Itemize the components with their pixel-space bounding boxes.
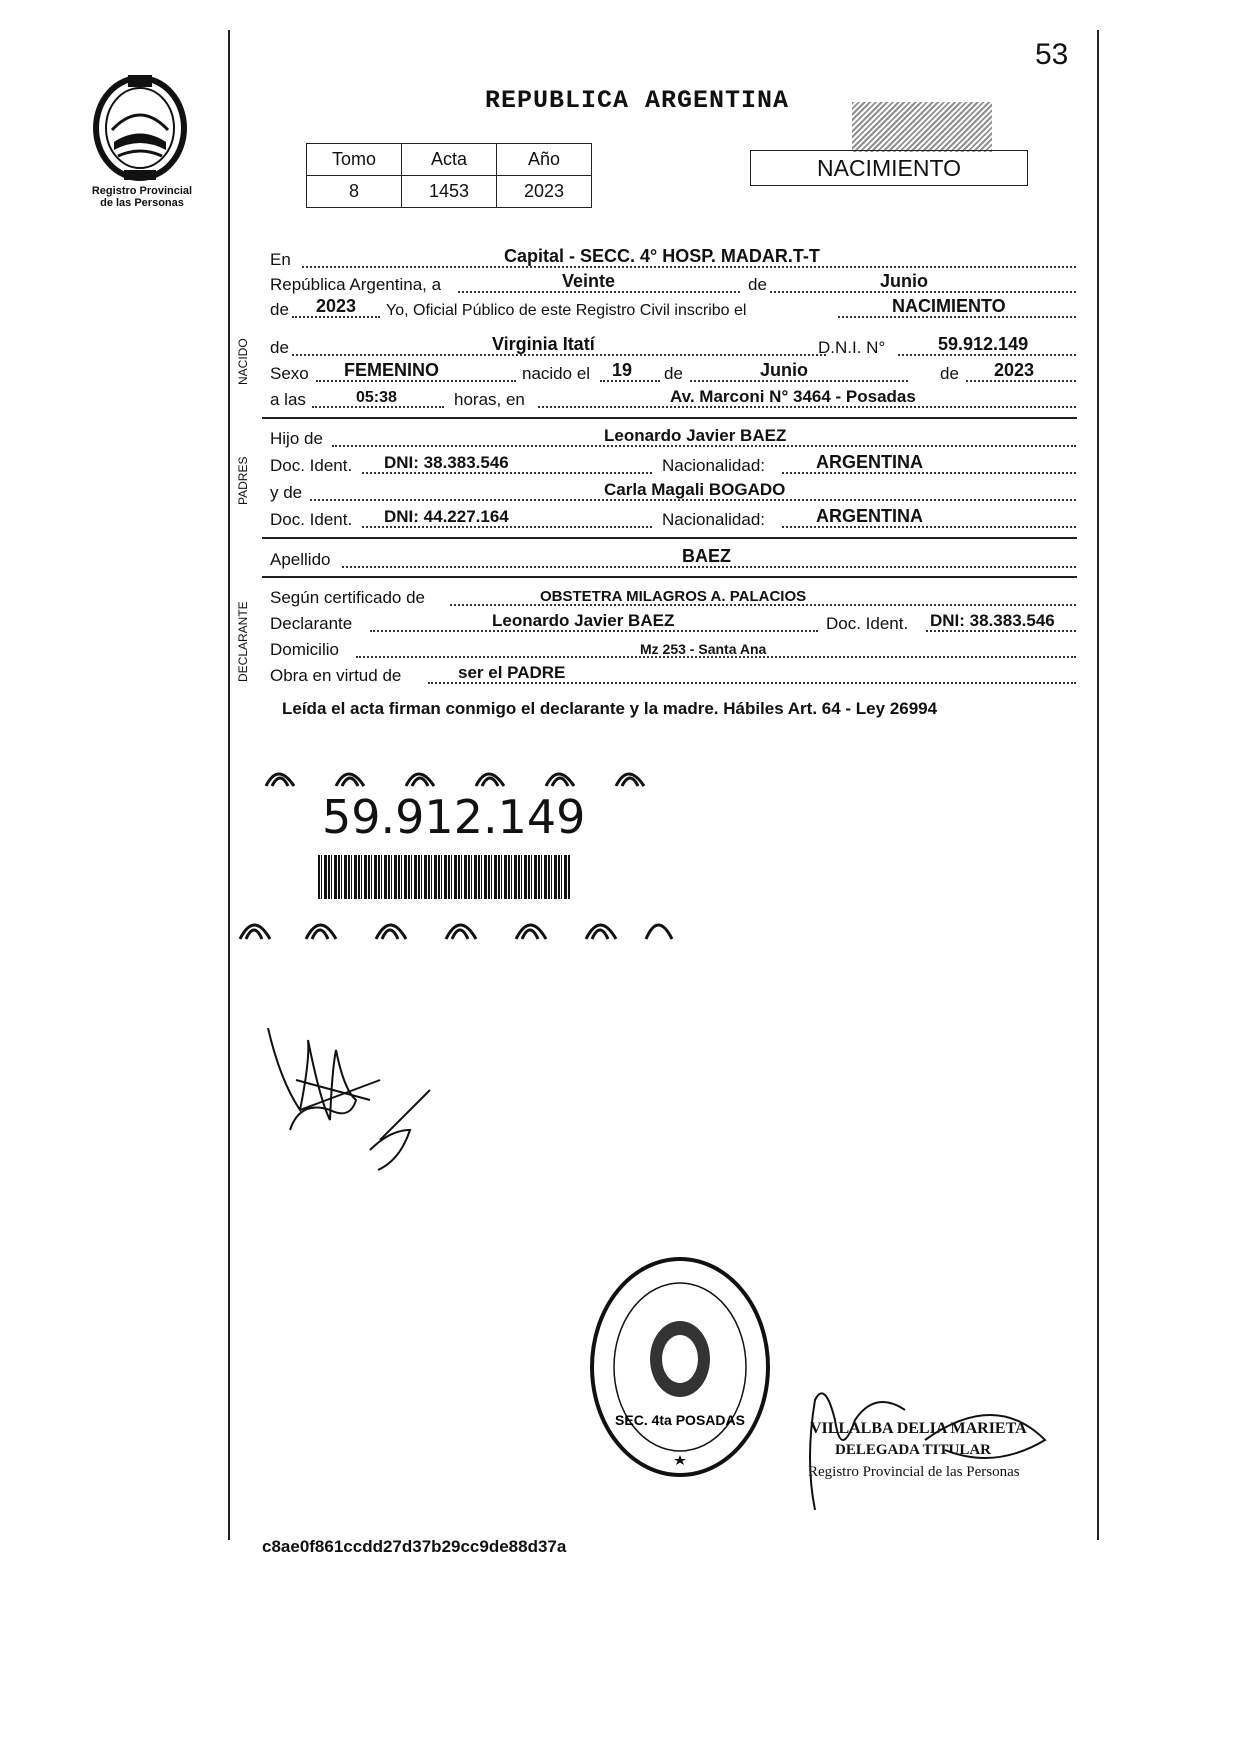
mother-nat-value: ARGENTINA	[816, 506, 923, 526]
apellido-label: Apellido	[270, 550, 331, 569]
declarante-side-label: DECLARANTE	[236, 601, 250, 682]
inscribo-value: NACIMIENTO	[892, 296, 1006, 316]
anio-value: 2023	[497, 176, 592, 208]
row-father	[270, 427, 1076, 449]
horas-label: horas, en	[454, 390, 525, 409]
declarante-label: Declarante	[270, 614, 353, 633]
section-divider	[262, 537, 1077, 539]
en-label: En	[270, 250, 291, 269]
row-obra	[270, 664, 1076, 686]
yo-text: Yo, Oficial Público de este Registro Civil inscribo el	[386, 302, 747, 319]
republica-label: República Argentina, a	[270, 275, 442, 294]
father-doc-label: Doc. Ident.	[270, 456, 353, 475]
row-date	[270, 273, 1076, 295]
mother-name-value: Carla Magali BOGADO	[604, 480, 786, 499]
month-value: Junio	[880, 271, 928, 291]
declarant-signature	[260, 1020, 450, 1180]
domicilio-value: Mz 253 - Santa Ana	[640, 641, 767, 657]
security-stamp	[852, 102, 992, 152]
section-divider	[262, 576, 1077, 578]
decorative-fingerprint-band-bottom	[236, 905, 674, 941]
row-en	[270, 248, 1076, 270]
mother-doc-label: Doc. Ident.	[270, 510, 353, 529]
de3-label: de	[270, 338, 289, 357]
obra-value: ser el PADRE	[458, 663, 566, 682]
obra-label: Obra en virtud de	[270, 666, 402, 685]
apellido-value: BAEZ	[682, 546, 731, 566]
nacido-side-label: NACIDO	[236, 338, 250, 385]
de-label: de	[748, 275, 767, 294]
document-title: REPUBLICA ARGENTINA	[485, 86, 790, 115]
row-name	[270, 336, 1076, 358]
father-doc-value: DNI: 38.383.546	[384, 453, 509, 472]
hijo-label: Hijo de	[270, 429, 323, 448]
child-name-value: Virginia Itatí	[492, 334, 595, 354]
de5-label: de	[940, 364, 959, 383]
section-divider	[262, 417, 1077, 419]
registry-caption	[72, 185, 212, 209]
row-sexo	[270, 362, 1076, 384]
day-value: Veinte	[562, 271, 616, 291]
dni-value: 59.912.149	[938, 334, 1029, 354]
en-value: Capital - SECC. 4° HOSP. MADAR.T-T	[504, 246, 820, 266]
row-domicilio	[270, 638, 1076, 660]
decl-doc-value: DNI: 38.383.546	[930, 611, 1055, 630]
segun-label: Según certificado de	[270, 588, 425, 607]
row-apellido	[270, 548, 1076, 570]
mother-doc-value: DNI: 44.227.164	[384, 507, 509, 526]
birth-place-value: Av. Marconi N° 3464 - Posadas	[670, 387, 916, 406]
dni-label: D.N.I. N°	[818, 338, 886, 357]
padres-side-label: PADRES	[236, 456, 250, 505]
dni-large-number: 59.912.149	[322, 790, 586, 844]
official-name: VILLALBA DELIA MARIETA	[810, 1420, 1027, 1437]
registry-caption-line1: Registro Provincial	[91, 185, 193, 197]
official-role: DELEGADA TITULAR	[835, 1442, 992, 1458]
left-margin-line	[228, 30, 230, 1540]
tomo-header: Tomo	[307, 144, 402, 176]
yde-label: y de	[270, 483, 303, 502]
mother-nat-label: Nacionalidad:	[662, 510, 766, 529]
svg-text:SEC. 4ta POSADAS: SEC. 4ta POSADAS	[615, 1412, 745, 1428]
birth-month-value: Junio	[760, 360, 808, 380]
decl-doc-label: Doc. Ident.	[826, 614, 909, 633]
sexo-value: FEMENINO	[344, 360, 440, 380]
nacido-label: nacido el	[522, 364, 591, 383]
segun-value: OBSTETRA MILAGROS A. PALACIOS	[540, 588, 807, 605]
father-nat-label: Nacionalidad:	[662, 456, 766, 475]
declarante-value: Leonardo Javier BAEZ	[492, 611, 675, 630]
document-hash: c8ae0f861ccdd27d37b29cc9de88d37a	[262, 1537, 567, 1556]
row-declarante	[270, 612, 1076, 634]
decorative-fingerprint-band-top	[236, 758, 674, 788]
row-segun	[270, 586, 1076, 608]
acta-header: Acta	[402, 144, 497, 176]
record-reference-table	[306, 143, 592, 208]
sexo-label: Sexo	[270, 364, 309, 383]
official-seal	[585, 1255, 775, 1480]
row-mother	[270, 481, 1076, 503]
birth-time-value: 05:38	[356, 389, 397, 406]
row-mother-doc	[270, 508, 1076, 530]
father-nat-value: ARGENTINA	[816, 452, 923, 472]
row-hora	[270, 388, 1076, 410]
registry-caption-line2: de las Personas	[100, 197, 184, 209]
row-father-doc	[270, 454, 1076, 476]
official-organization: Registro Provincial de las Personas	[808, 1464, 1020, 1480]
misiones-coat-of-arms-logo	[88, 70, 193, 182]
right-margin-line	[1097, 30, 1099, 1540]
record-type-box: NACIMIENTO	[750, 150, 1028, 186]
de2-label: de	[270, 300, 289, 319]
row-inscribo	[270, 298, 1076, 320]
birth-year-value: 2023	[994, 360, 1035, 380]
father-name-value: Leonardo Javier BAEZ	[604, 426, 787, 445]
acta-value: 1453	[402, 176, 497, 208]
year-value: 2023	[316, 296, 357, 316]
tomo-value: 8	[307, 176, 402, 208]
birth-day-value: 19	[612, 360, 633, 380]
anio-header: Año	[497, 144, 592, 176]
dni-barcode	[318, 855, 570, 899]
domicilio-label: Domicilio	[270, 640, 339, 659]
page-number: 53	[1035, 38, 1069, 71]
de4-label: de	[664, 364, 683, 383]
legal-note: Leída el acta firman conmigo el declarante y la madre. Hábiles Art. 64 - Ley 26994	[282, 699, 938, 718]
alas-label: a las	[270, 390, 306, 409]
